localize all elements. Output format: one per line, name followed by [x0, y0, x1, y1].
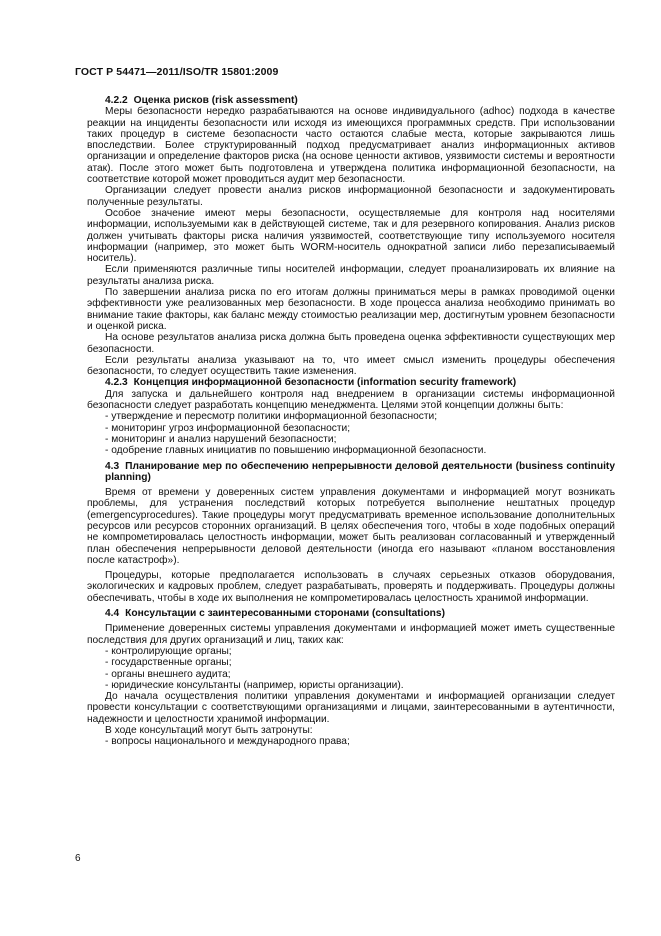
section-number: 4.3	[105, 460, 120, 472]
paragraph: До начала осуществления политики управления документами и информацией организации следует провести консультации с соответствующими организациями и лицами, заинтересованными в аутентичности, надежности и целостности хранимой информации.	[87, 691, 615, 725]
section-number: 4.2.2	[105, 95, 128, 106]
paragraph: Для запуска и дальнейшего контроля над внедрением в организации системы информационной безопасности следует разработать концепцию менеджмента. Целями этой концепции должны быть:	[87, 388, 615, 412]
section-number: 4.4	[105, 608, 120, 620]
paragraph: Организации следует провести анализ рисков информационной безопасности и задокументировать полученные результаты.	[87, 185, 615, 208]
section-heading	[87, 377, 615, 388]
list-item: - мониторинг угроз информационной безопасности;	[105, 422, 351, 434]
paragraph: Если результаты анализа указывают на то, что имеет смысл изменить процедуры обеспечения безопасности, то следует осуществить такие изменения.	[87, 354, 615, 378]
list-item: - вопросы национального и международного права;	[105, 736, 350, 748]
page-number: 6	[75, 853, 81, 864]
paragraph: Меры безопасности нередко разрабатываются на основе индивидуального (adhoc) подхода в качестве реакции на инциденты безопасности или исходя из имеющихся программных средств. При использовании таких процедур в системе безопасности часто остаются слабые места, которые закрываются лишь впоследствии. Более структурированный подход предусматривает анализ информационных активов организации и определение факторов риска (на основе ценности активов, уязвимости системы и вероятности атак). После этого может быть подготовлена и утверждена политика информационной безопасности, на соответствие которой может проводиться аудит мер безопасности.	[87, 106, 615, 186]
document-body	[87, 95, 615, 748]
list-item: - одобрение главных инициатив по повышению информационной безопасности.	[105, 445, 487, 457]
section-number: 4.2.3	[105, 377, 128, 389]
paragraph: Особое значение имеют меры безопасности, осуществляемые для контроля над носителями информации, используемыми как в действующей системе, так и для резервного копирования. Анализ рисков должен учитывать факторы риска наличия уязвимостей, соответствующие типу используемого носителя информации (например, это может быть WORM-носитель однократной записи либо перезаписываемый носитель).	[87, 207, 615, 265]
section-heading	[87, 95, 615, 106]
paragraph: Процедуры, которые предполагается использовать в случаях серьезных отказов оборудования, экологических и кадровых проблем, следует разрабатывать, проверять и поддерживать. Процедуры должны обеспечивать, чтобы в ходе их выполнения не компрометировалась целостность хранимой информации.	[87, 570, 615, 604]
list-item: - контролирующие органы;	[105, 645, 232, 657]
paragraph: На основе результатов анализа риска должна быть проведена оценка эффективности существующих мер безопасности.	[87, 332, 615, 355]
section-heading	[87, 461, 615, 484]
list-item: - юридические консультанты (например, юристы организации).	[105, 679, 404, 691]
paragraph: Время от времени у доверенных систем управления документами и информацией могут возникать проблемы, для устранения последствий которых потребуется выполнение нештатных процедур (emergencyprocedures). Такие процедуры могут предусматривать временное использование дополнительных ресурсов или ресурсов сторонних организаций. В целях обеспечения того, чтобы в ходе подобных операций не компрометировалась целостность информации, может быть реализован согласованный и утвержденный план обеспечения непрерывности деловой деятельности (иногда его называют «планом восстановления после катастроф»).	[87, 487, 615, 566]
list-item: - государственные органы;	[105, 657, 232, 669]
document-header: ГОСТ Р 54471—2011/ISO/TR 15801:2009	[75, 66, 279, 78]
section-title: Консультации с заинтересованными сторонами (consultations)	[125, 608, 445, 620]
section-heading	[87, 608, 615, 619]
section-title: Оценка рисков (risk assessment)	[133, 95, 298, 106]
paragraph: Если применяются различные типы носителей информации, следует проанализировать их влияние на результаты анализа риска.	[87, 264, 615, 287]
paragraph: В ходе консультаций могут быть затронуты:	[105, 725, 313, 737]
list-item: - утверждение и пересмотр политики информационной безопасности;	[105, 411, 438, 423]
section-title: Концепция информационной безопасности (information security framework)	[133, 377, 517, 389]
section-title: Планирование мер по обеспечению непрерывности деловой деятельности (business continuity planning)	[105, 460, 615, 483]
paragraph: Применение доверенных системы управления документами и информацией может иметь существенные последствия для других организаций и лиц, таких как:	[87, 623, 615, 646]
list-item: - органы внешнего аудита;	[105, 668, 231, 680]
paragraph: По завершении анализа риска по его итогам должны приниматься меры в рамках проводимой оценки эффективности уже реализованных мер безопасности. В ходе процесса анализа необходимо принимать во внимание такие факторы, как баланс между стоимостью реализации мер, достигнутым уровнем безопасности и оценкой риска.	[87, 287, 615, 332]
list-item: - мониторинг и анализ нарушений безопасности;	[105, 433, 337, 445]
